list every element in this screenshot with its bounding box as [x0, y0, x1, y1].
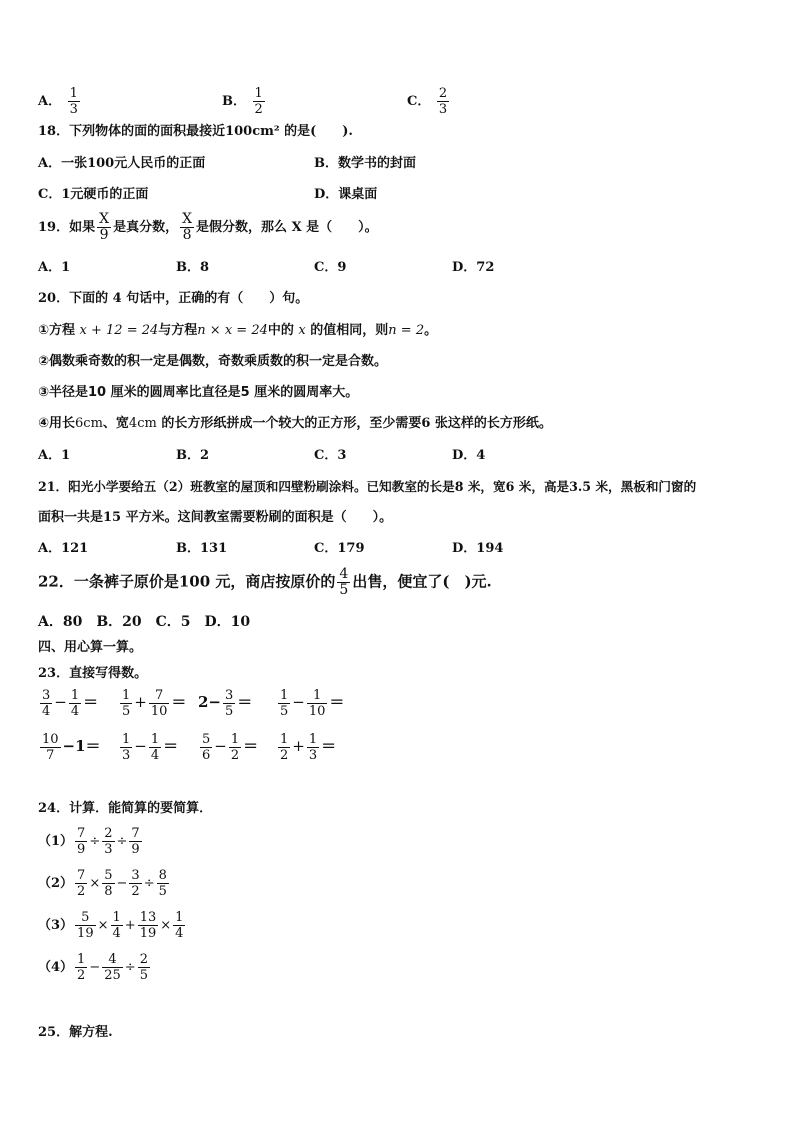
- numerator: 1: [280, 732, 289, 747]
- numerator: 4: [108, 952, 117, 967]
- operator: ÷: [124, 960, 136, 975]
- fraction-b: [69, 688, 81, 719]
- q18-stem: 18．下列物体的面的面积最接近100cm² 的是( ).: [38, 124, 353, 139]
- fraction: [102, 826, 114, 857]
- q17-option-b: [222, 86, 267, 117]
- operator: ÷: [89, 834, 101, 849]
- q23-expression: [118, 688, 186, 719]
- numerator: 1: [308, 732, 318, 747]
- fraction-b: [149, 688, 170, 719]
- item-label: （2）: [38, 876, 74, 891]
- numerator: 2: [438, 86, 448, 101]
- denominator: 2: [131, 884, 140, 899]
- q20-statement-4: [38, 414, 552, 434]
- numerator: 2: [139, 952, 148, 967]
- denominator: 3: [438, 102, 448, 117]
- denominator: 7: [40, 747, 61, 763]
- fraction-b: [307, 732, 319, 763]
- q20-option-d: D．4: [452, 448, 486, 463]
- operator: ÷: [116, 834, 128, 849]
- q24-stem: 24．计算．能简算的要简算．: [38, 801, 213, 816]
- q21-option-d: D．194: [452, 541, 504, 556]
- denominator: 3: [308, 748, 318, 763]
- numerator: X: [99, 211, 110, 227]
- numerator: 1: [69, 86, 78, 101]
- equals-sign: ＝: [83, 693, 99, 711]
- s1-text-d: 的值相同，则: [310, 323, 389, 338]
- fraction-b: [229, 732, 241, 763]
- q19-option-b: B．8: [176, 260, 210, 275]
- q24-item-2: [38, 868, 171, 899]
- fraction-a: [278, 688, 290, 719]
- fraction-a: [40, 732, 61, 763]
- q17-option-b-label: B．: [222, 94, 246, 109]
- fraction: [75, 952, 87, 983]
- q19-option-a: A．1: [38, 260, 71, 275]
- item-label: （1）: [38, 834, 74, 849]
- s4-text-b: 、宽: [102, 416, 129, 431]
- equals-sign: ＝: [329, 693, 345, 711]
- q17-option-a-fraction: [68, 86, 80, 117]
- s1-equation-3: n = 2: [388, 323, 425, 338]
- denominator: 9: [131, 842, 140, 857]
- numerator: X: [182, 211, 193, 227]
- denominator: 8: [104, 884, 113, 899]
- denominator: 2: [280, 748, 289, 763]
- operator: −: [134, 737, 147, 755]
- q20-option-a: A．1: [38, 448, 71, 463]
- q20-option-c: C．3: [314, 448, 347, 463]
- denominator: 3: [69, 102, 78, 117]
- numerator: 2: [104, 826, 113, 841]
- q17-option-c-fraction: [437, 86, 449, 117]
- section-4-heading: 四、用心算一算。: [38, 640, 143, 655]
- q17-option-c-label: C．: [407, 94, 431, 109]
- q22-suffix: 出售，便宜了( )元.: [352, 572, 492, 591]
- numerator: 7: [131, 826, 140, 841]
- fraction: [75, 826, 87, 857]
- denominator: 4: [70, 704, 80, 719]
- q23-expression: [198, 688, 252, 719]
- fraction-a: [40, 688, 52, 719]
- fraction: [138, 952, 150, 983]
- q19-option-d: D．72: [452, 260, 495, 275]
- fraction-a: [200, 732, 212, 763]
- operator: +: [134, 693, 147, 711]
- q23-expression: [276, 688, 344, 719]
- denominator: 4: [150, 748, 160, 763]
- operator: +: [292, 737, 305, 755]
- q23-expression: [38, 688, 98, 719]
- operator: −: [292, 693, 305, 711]
- fraction: [138, 910, 159, 941]
- q21-option-c: C．179: [314, 541, 365, 556]
- fraction-a: [120, 732, 132, 763]
- denominator: 2: [77, 884, 86, 899]
- denominator: 5: [225, 704, 234, 719]
- denominator: 5: [339, 582, 349, 598]
- s1-text-b: 与方程: [158, 323, 198, 338]
- q24-item-1: [38, 826, 144, 857]
- fraction: [111, 910, 123, 941]
- operator: −: [116, 876, 128, 891]
- operator: ÷: [143, 876, 155, 891]
- fraction: [75, 868, 87, 899]
- q24-item-4: [38, 952, 152, 983]
- equals-sign: ＝: [243, 737, 259, 755]
- fraction-a: [278, 732, 290, 763]
- operator: +: [124, 918, 136, 933]
- numerator: 1: [122, 732, 131, 747]
- denominator: 25: [104, 968, 121, 983]
- s1-variable: x: [298, 323, 306, 338]
- q23-expression: [198, 732, 258, 763]
- denominator: 4: [175, 926, 184, 941]
- denominator: 2: [254, 102, 263, 117]
- s1-text-e: 。: [424, 323, 438, 338]
- q19-mid: 是真分数，: [113, 220, 179, 235]
- tail-term: −1＝: [62, 737, 101, 755]
- operator: −: [54, 693, 67, 711]
- s4-width: 4cm: [128, 416, 157, 431]
- q22-stem: [38, 567, 492, 598]
- s1-equation-2: n × x = 24: [197, 323, 268, 338]
- denominator: 5: [280, 704, 289, 719]
- numerator: 1: [122, 688, 131, 703]
- q18-option-d: D．课桌面: [314, 187, 378, 202]
- s4-text-a: ④用长: [38, 416, 76, 431]
- q21-option-a: A．121: [38, 541, 89, 556]
- equals-sign: ＝: [237, 693, 253, 711]
- operator: ×: [160, 918, 172, 933]
- numerator: 3: [42, 688, 51, 703]
- operator: −: [89, 960, 101, 975]
- numerator: 1: [70, 688, 80, 703]
- operator: ×: [97, 918, 109, 933]
- denominator: 9: [97, 227, 111, 243]
- s4-text-c: 的长方形纸拼成一个较大的正方形，至少需要6 张这样的长方形纸。: [161, 416, 552, 431]
- q20-stem: 20．下面的 4 句话中，正确的有（ ）句。: [38, 291, 309, 306]
- denominator: 4: [42, 704, 51, 719]
- numerator: 1: [280, 688, 289, 703]
- q20-statement-3: ③半径是10 厘米的圆周率比直径是5 厘米的圆周率大。: [38, 385, 359, 400]
- numerator: 1: [77, 952, 86, 967]
- q19-suffix: 是假分数，那么 X 是（ ）。: [196, 220, 378, 235]
- q23-expression: [276, 732, 336, 763]
- numerator: 5: [104, 868, 113, 883]
- q20-statement-2: ②偶数乘奇数的积一定是偶数，奇数乘质数的积一定是合数。: [38, 354, 388, 369]
- operator: ×: [89, 876, 101, 891]
- fraction: [129, 868, 141, 899]
- fraction: [173, 910, 185, 941]
- denominator: 2: [230, 748, 240, 763]
- q19-fraction-2: [180, 212, 194, 243]
- fraction-b: [307, 688, 328, 719]
- q17-option-b-fraction: [253, 86, 265, 117]
- fraction: [75, 910, 96, 941]
- denominator: 19: [139, 926, 157, 941]
- q22-fraction: [337, 567, 350, 598]
- item-label: （3）: [38, 918, 74, 933]
- q18-option-c: C．1元硬币的正面: [38, 187, 149, 202]
- q22-prefix: 22．一条裤子原价是100 元，商店按原价的: [38, 572, 336, 591]
- denominator: 6: [202, 748, 211, 763]
- q18-option-b: B．数学书的封面: [314, 156, 416, 171]
- denominator: 3: [122, 748, 131, 763]
- numerator: 1: [254, 86, 263, 101]
- q23-expression: [118, 732, 178, 763]
- equals-sign: ＝: [163, 737, 179, 755]
- q19-fraction-1: [97, 212, 111, 243]
- numerator: 7: [77, 868, 86, 883]
- item-label: （4）: [38, 960, 74, 975]
- q17-option-a: [38, 86, 82, 117]
- s1-text-a: ①方程: [38, 323, 76, 338]
- numerator: 5: [81, 910, 90, 925]
- q23-expression: [38, 732, 101, 763]
- equals-sign: ＝: [171, 693, 187, 711]
- numerator: 10: [42, 732, 59, 747]
- denominator: 5: [139, 968, 148, 983]
- denominator: 9: [77, 842, 86, 857]
- q21-line-1: 21．阳光小学要给五（2）班教室的屋顶和四壁粉刷涂料。已知教室的长是8 米，宽6 米，高是3.5 米，黑板和门窗的: [38, 479, 697, 494]
- q23-row-1: [38, 688, 378, 728]
- numerator: 7: [154, 688, 164, 703]
- q23-row-2: [38, 732, 378, 772]
- q19-option-c: C．9: [314, 260, 347, 275]
- numerator: 3: [131, 868, 140, 883]
- fraction-b: [149, 732, 161, 763]
- fraction-b: [223, 688, 235, 719]
- s1-text-c: 中的: [267, 323, 294, 338]
- fraction: [157, 868, 169, 899]
- denominator: 5: [122, 704, 131, 719]
- denominator: 5: [158, 884, 167, 899]
- q23-stem: 23．直接写得数。: [38, 666, 148, 681]
- leading-term: 2−: [198, 693, 222, 711]
- fraction: [102, 868, 114, 899]
- numerator: 5: [202, 732, 211, 747]
- numerator: 1: [112, 910, 121, 925]
- denominator: 4: [112, 926, 121, 941]
- fraction-a: [120, 688, 132, 719]
- s1-equation-1: x + 12 = 24: [79, 323, 159, 338]
- denominator: 10: [150, 704, 168, 719]
- denominator: 19: [77, 926, 94, 941]
- q19-prefix: 19．如果: [38, 220, 96, 235]
- numerator: 4: [339, 566, 349, 582]
- numerator: 1: [175, 910, 184, 925]
- q17-option-a-label: A．: [38, 94, 62, 109]
- numerator: 1: [150, 732, 160, 747]
- numerator: 7: [77, 826, 86, 841]
- q20-statement-1: [38, 321, 437, 341]
- q24-item-3: [38, 910, 187, 941]
- q21-line-2: 面积一共是15 平方米。这间教室需要粉刷的面积是（ ）。: [38, 510, 393, 525]
- numerator: 1: [312, 688, 322, 703]
- fraction: [129, 826, 141, 857]
- numerator: 3: [225, 688, 234, 703]
- equals-sign: ＝: [321, 737, 337, 755]
- denominator: 10: [308, 704, 326, 719]
- denominator: 3: [104, 842, 113, 857]
- denominator: 8: [180, 227, 194, 243]
- q20-option-b: B．2: [176, 448, 210, 463]
- q21-option-b: B．131: [176, 541, 228, 556]
- q22-options: A．80 B．20 C．5 D．10: [38, 614, 251, 630]
- s4-length: 6cm: [75, 416, 103, 431]
- fraction: [102, 952, 123, 983]
- q19-stem: [38, 212, 378, 243]
- operator: −: [214, 737, 227, 755]
- numerator: 13: [139, 910, 157, 925]
- numerator: 8: [158, 868, 167, 883]
- denominator: 2: [77, 968, 86, 983]
- q25-stem: 25．解方程.: [38, 1025, 113, 1040]
- q18-option-a: A．一张100元人民币的正面: [38, 156, 206, 171]
- q17-option-c: [407, 86, 451, 117]
- numerator: 1: [230, 732, 240, 747]
